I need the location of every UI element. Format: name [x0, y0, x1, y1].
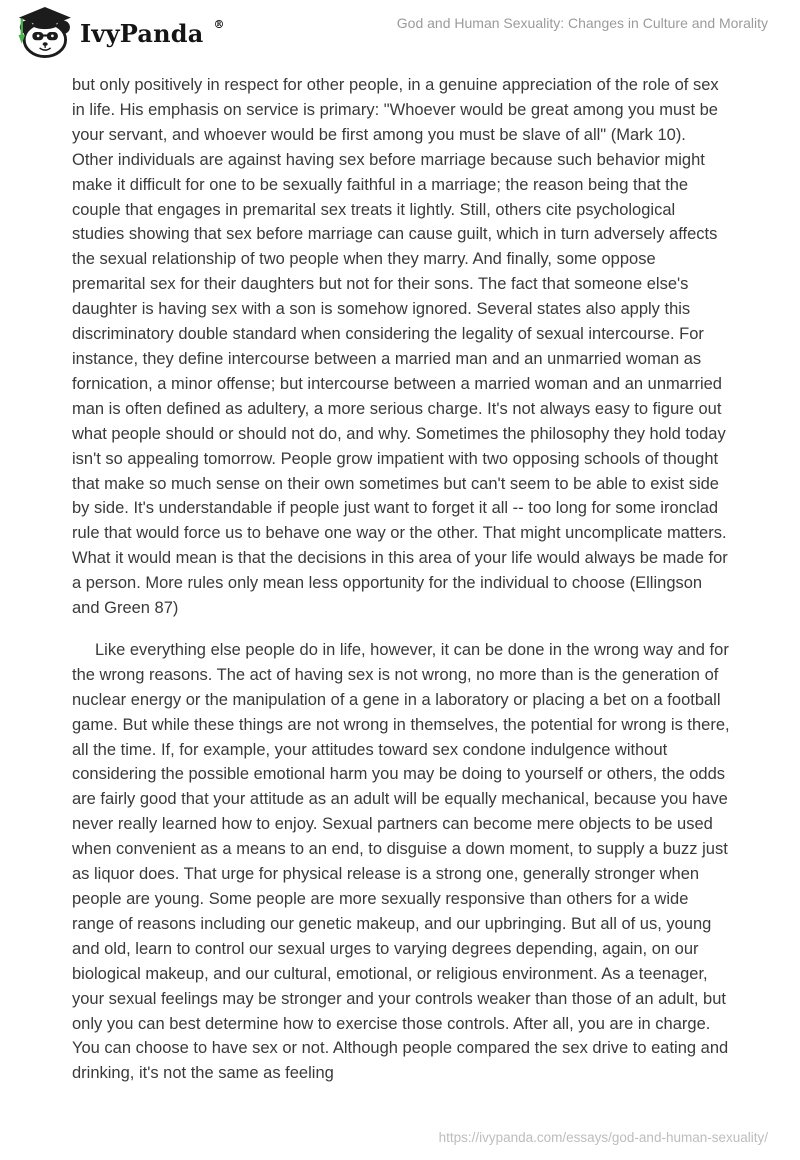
registered-trademark: ®	[213, 17, 225, 31]
essay-paragraph-1: but only positively in respect for other people, in a genuine appreciation of the role of sex in life. His emphasis on service is primary: "Whoever would be great among you must be your servant, and whoever would be first among you must be slave of all" (Mark 10). Other individuals are against having sex before marriage because such behavior might make it difficult for one to be sexually faithful in a marriage; the reason being that the couple that engages in premarital sex treats it lightly. Still, others cite psychological studies showing that sex before marriage can cause guilt, which in turn adversely affects the sexual relationship of two people when they marry. And finally, some oppose premarital sex for their daughters but not for their sons. The fact that someone else's daughter is having sex with a son is somehow ignored. Several states also apply this discriminatory double standard when considering the legality of sexual intercourse. For instance, they define intercourse between a married man and an unmarried woman as fornication, a minor offense; but intercourse between a married woman and an unmarried man is often defined as adultery, a more serious charge. It's not always easy to figure out what people should or should not do, and why. Sometimes the philosophy they hold today isn't so appealing tomorrow. People grow impatient with two opposing schools of thought that make so much sense on their own sometimes but can't seem to be able to exist side by side. It's understandable if people just want to forget it all -- too long for some ironclad rule that would force us to behave one way or the other. That might uncomplicate matters. What it would mean is that the decisions in this area of your life would always be made for a person. More rules only mean less opportunity for the individual to choose (Ellingson and Green 87)	[72, 76, 728, 618]
essay-body	[72, 73, 730, 1103]
page-header	[0, 0, 800, 64]
panda-graduation-cap-logo-icon	[13, 7, 71, 59]
brand-name: IvyPanda	[80, 18, 204, 48]
ivypanda-logo	[13, 7, 223, 59]
essay-paragraph-2: Like everything else people do in life, however, it can be done in the wrong way and for the wrong reasons. The act of having sex is not wrong, no more than is the generation of nuclear energy or the manipulation of a gene in a laboratory or placing a bet on a football game. But while these things are not wrong in themselves, the potential for wrong is there, all the time. If, for example, your attitudes toward sex condone indulgence without considering the possible emotional harm you may be doing to yourself or others, the odds are fairly good that your attitude as an adult will be equally mechanical, because you have never really learned how to enjoy. Sexual partners can become mere objects to be used when convenient as a means to an end, to disguise a down moment, to supply a buzz just as liquor does. That urge for physical release is a strong one, generally stronger when people are young. Some people are more sexually responsive than others for a wide range of reasons including our genetic makeup, and our upbringing. But all of us, young and old, learn to control our sexual urges to varying degrees depending, again, on our biological makeup, and our cultural, emotional, or religious environment. As a teenager, your sexual feelings may be stronger and your controls weaker than those of an adult, but only you can best determine how to exercise those controls. After all, you are in charge. You can choose to have sex or not. Although people compared the sex drive to eating and drinking, it's not the same as feeling	[72, 640, 730, 1083]
document-title: God and Human Sexuality: Changes in Culture and Morality	[396, 15, 768, 31]
source-url: https://ivypanda.com/essays/god-and-human-sexuality/	[438, 1130, 768, 1145]
